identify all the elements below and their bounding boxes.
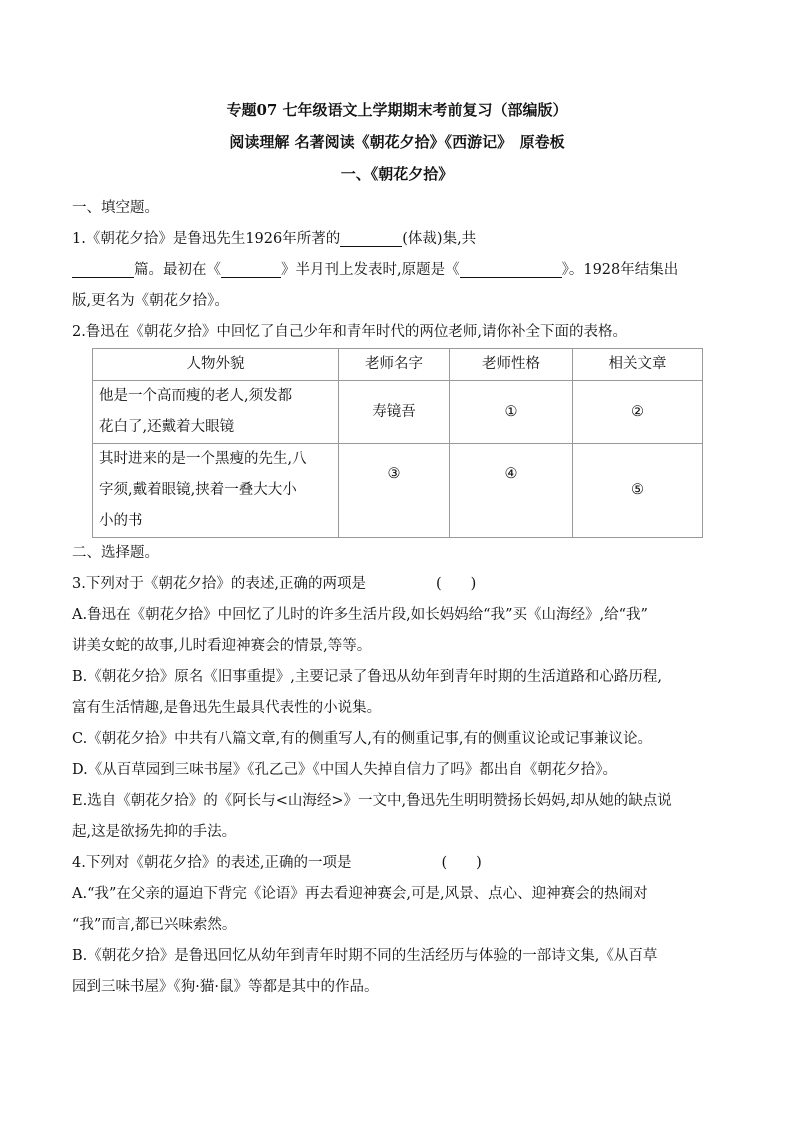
cell-text: 字须,戴着眼镜,挟着一叠大大小 — [99, 482, 297, 498]
question-text: 3.下列对于《朝花夕拾》的表述,正确的两项是 — [72, 576, 366, 592]
teacher-table — [92, 348, 703, 538]
question-1-line-1 — [72, 224, 714, 255]
q1-text: 篇。最初在《 — [134, 262, 221, 278]
option-a: A.鲁迅在《朝花夕拾》中回忆了儿时的许多生活片段,如长妈妈给“我”买《山海经》,给“我” — [72, 607, 648, 623]
answer-blank[interactable] — [460, 259, 562, 278]
option-a: A.“我”在父亲的逼迫下背完《论语》再去看迎神赛会,可是,风景、点心、迎神赛会的热闹对 — [72, 886, 648, 902]
table-header-row — [93, 349, 703, 381]
answer-parentheses[interactable]: ( ) — [435, 576, 477, 592]
q1-text: 1.《朝花夕拾》是鲁迅先生1926年所著的 — [72, 231, 341, 247]
column-header: 相关文章 — [573, 349, 703, 381]
column-header: 老师名字 — [339, 349, 450, 381]
cell-text: 其时进来的是一个黑瘦的先生,八 — [99, 451, 307, 467]
option-e: E.选自《朝花夕拾》的《阿长与<山海经>》一文中,鲁迅先生明明赞扬长妈妈,却从她的缺点说 — [72, 793, 672, 809]
option-b-cont: 富有生活情趣,是鲁迅先生最具代表性的小说集。 — [72, 700, 382, 716]
question-text: 4.下列对《朝花夕拾》的表述,正确的一项是 — [72, 855, 352, 871]
question-2: 2.鲁迅在《朝花夕拾》中回忆了自己少年和青年时代的两位老师,请你补全下面的表格。 — [72, 324, 627, 340]
document-subtitle: 阅读理解 名著阅读《朝花夕拾》《西游记》 原卷板 — [229, 133, 565, 151]
trait-blank-cell[interactable]: ④ — [450, 444, 573, 538]
q1-text: 》半月刊上发表时,原题是《 — [281, 262, 460, 278]
appearance-cell — [93, 381, 339, 444]
answer-blank[interactable] — [340, 228, 402, 247]
question-1-line-2 — [72, 255, 714, 286]
article-blank-cell[interactable]: ⑤ — [573, 444, 703, 538]
title-block — [0, 94, 794, 190]
question-3-stem — [72, 569, 714, 600]
option-d: D.《从百草园到三味书屋》《孔乙己》《中国人失掉自信力了吗》都出自《朝花夕拾》。 — [72, 762, 617, 778]
table-row — [93, 381, 703, 444]
option-b: B.《朝花夕拾》原名《旧事重提》,主要记录了鲁迅从幼年到青年时期的生活道路和心路历程, — [72, 669, 662, 685]
cell-text: 小的书 — [99, 513, 143, 529]
option-a-cont: 讲美女蛇的故事,儿时看迎神赛会的情景,等等。 — [72, 638, 372, 654]
cell-text: 花白了,还戴着大眼镜 — [99, 419, 235, 435]
question-4-stem — [72, 848, 714, 879]
trait-blank-cell[interactable]: ① — [450, 381, 573, 444]
option-e-cont: 起,这是欲扬先抑的手法。 — [72, 824, 237, 840]
article-blank-cell[interactable]: ② — [573, 381, 703, 444]
appearance-cell — [93, 444, 339, 538]
question-1-line-3: 版,更名为《朝花夕拾》。 — [72, 293, 229, 309]
column-header: 人物外貌 — [93, 349, 339, 381]
name-blank-cell[interactable]: ③ — [339, 444, 450, 538]
q1-text: 》。1928年结集出 — [561, 262, 679, 278]
teacher-name-cell: 寿镜吾 — [339, 381, 450, 444]
option-a-cont: “我”而言,都已兴味索然。 — [72, 917, 237, 933]
section-heading: 一、填空题。 — [72, 200, 159, 216]
option-c: C.《朝花夕拾》中共有八篇文章,有的侧重写人,有的侧重记事,有的侧重议论或记事兼议论。 — [72, 731, 653, 747]
section-heading: 二、选择题。 — [72, 545, 159, 561]
document-body — [72, 193, 714, 1003]
part-title: 一、《朝花夕拾》 — [340, 165, 454, 183]
answer-blank[interactable] — [221, 259, 281, 278]
option-b: B.《朝花夕拾》是鲁迅回忆从幼年到青年时期不同的生活经历与体验的一部诗文集,《从百草 — [72, 948, 658, 964]
cell-text: 他是一个高而瘦的老人,须发都 — [99, 388, 293, 404]
answer-blank[interactable] — [72, 259, 134, 278]
q1-text: (体裁)集,共 — [402, 231, 477, 247]
option-b-cont: 园到三味书屋》《狗·猫·鼠》等都是其中的作品。 — [72, 979, 379, 995]
table-row — [93, 444, 703, 538]
answer-parentheses[interactable]: ( ) — [441, 855, 482, 871]
column-header: 老师性格 — [450, 349, 573, 381]
document-title: 专题07 七年级语文上学期期末考前复习（部编版） — [226, 101, 568, 119]
